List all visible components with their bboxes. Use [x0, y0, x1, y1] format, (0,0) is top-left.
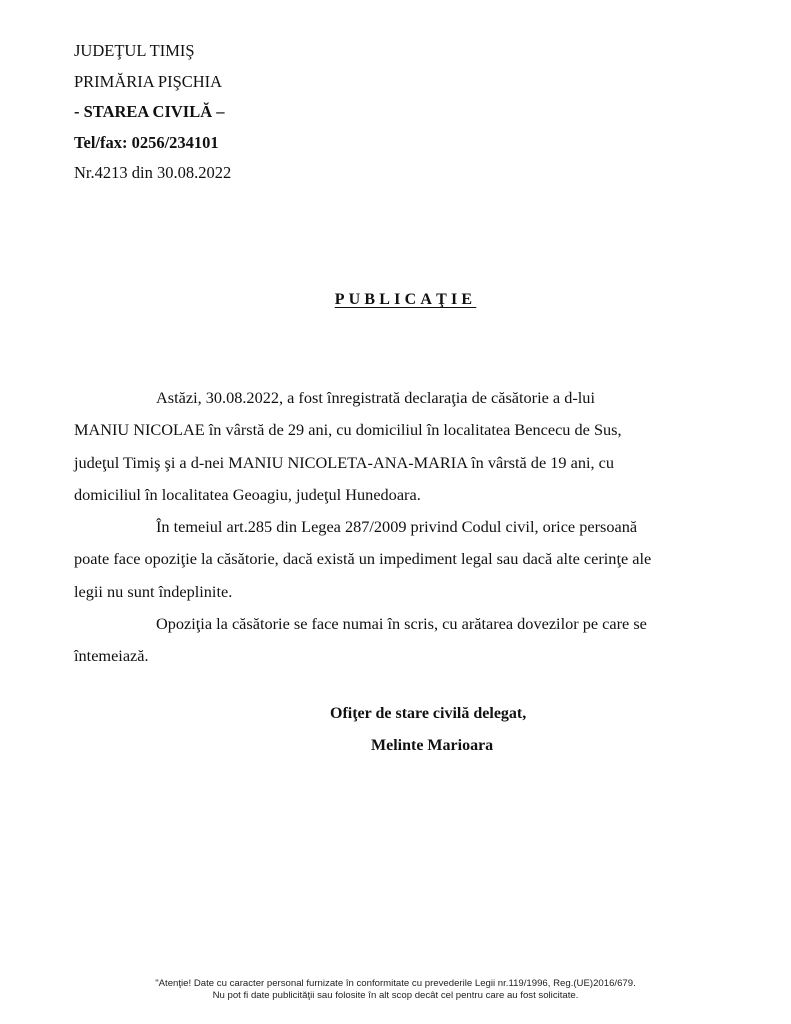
department-name: - STAREA CIVILĂ –	[74, 102, 225, 121]
text-line: domiciliul în localitatea Geoagiu, judeţul Hunedoara.	[74, 484, 421, 504]
text-line: legii nu sunt îndeplinite.	[74, 581, 233, 601]
text-line: poate face opoziţie la căsătorie, dacă există un impediment legal sau dacă alte cerinţe ale	[74, 549, 652, 569]
text-line: Opoziţia la căsătorie se face numai în scris, cu arătarea dovezilor pe care se	[156, 614, 647, 634]
document-header	[74, 36, 231, 189]
privacy-notice-line: Nu pot fi date publicităţii sau folosite în alt scop decât cel pentru care au fost solicitate.	[212, 990, 579, 1001]
paragraph-opposition	[74, 608, 724, 673]
officer-name: Melinte Marioara	[371, 737, 494, 754]
townhall-name: PRIMĂRIA PIŞCHIA	[74, 71, 223, 91]
privacy-notice-line: "Atenţie! Date cu caracter personal furnizate în conformitate cu prevederile Legii nr.119/1996, Reg.(UE)2016/679.	[155, 978, 636, 989]
text-line: MANIU NICOLAE în vârstă de 29 ani, cu domiciliul în localitatea Bencecu de Sus,	[74, 420, 622, 440]
phone-fax: Tel/fax: 0256/234101	[74, 132, 219, 152]
text-line: Astăzi, 30.08.2022, a fost înregistrată declaraţia de căsătorie a d-lui	[156, 388, 595, 407]
officer-role: Ofiţer de stare civilă delegat,	[330, 705, 527, 722]
privacy-notice	[0, 978, 791, 1002]
county-name: JUDEŢUL TIMIŞ	[74, 41, 195, 60]
paragraph-declaration	[74, 382, 724, 511]
text-line: întemeiază.	[74, 646, 149, 666]
document-body	[74, 382, 724, 673]
document-title: PUBLICAŢIE	[334, 291, 477, 308]
registration-number: Nr.4213 din 30.08.2022	[74, 163, 232, 182]
text-line: judeţul Timiş şi a d-nei MANIU NICOLETA-ANA-MARIA în vârstă de 19 ani, cu	[74, 452, 614, 472]
text-line: În temeiul art.285 din Legea 287/2009 privind Codul civil, orice persoană	[156, 517, 638, 537]
paragraph-legal-basis	[74, 511, 724, 608]
